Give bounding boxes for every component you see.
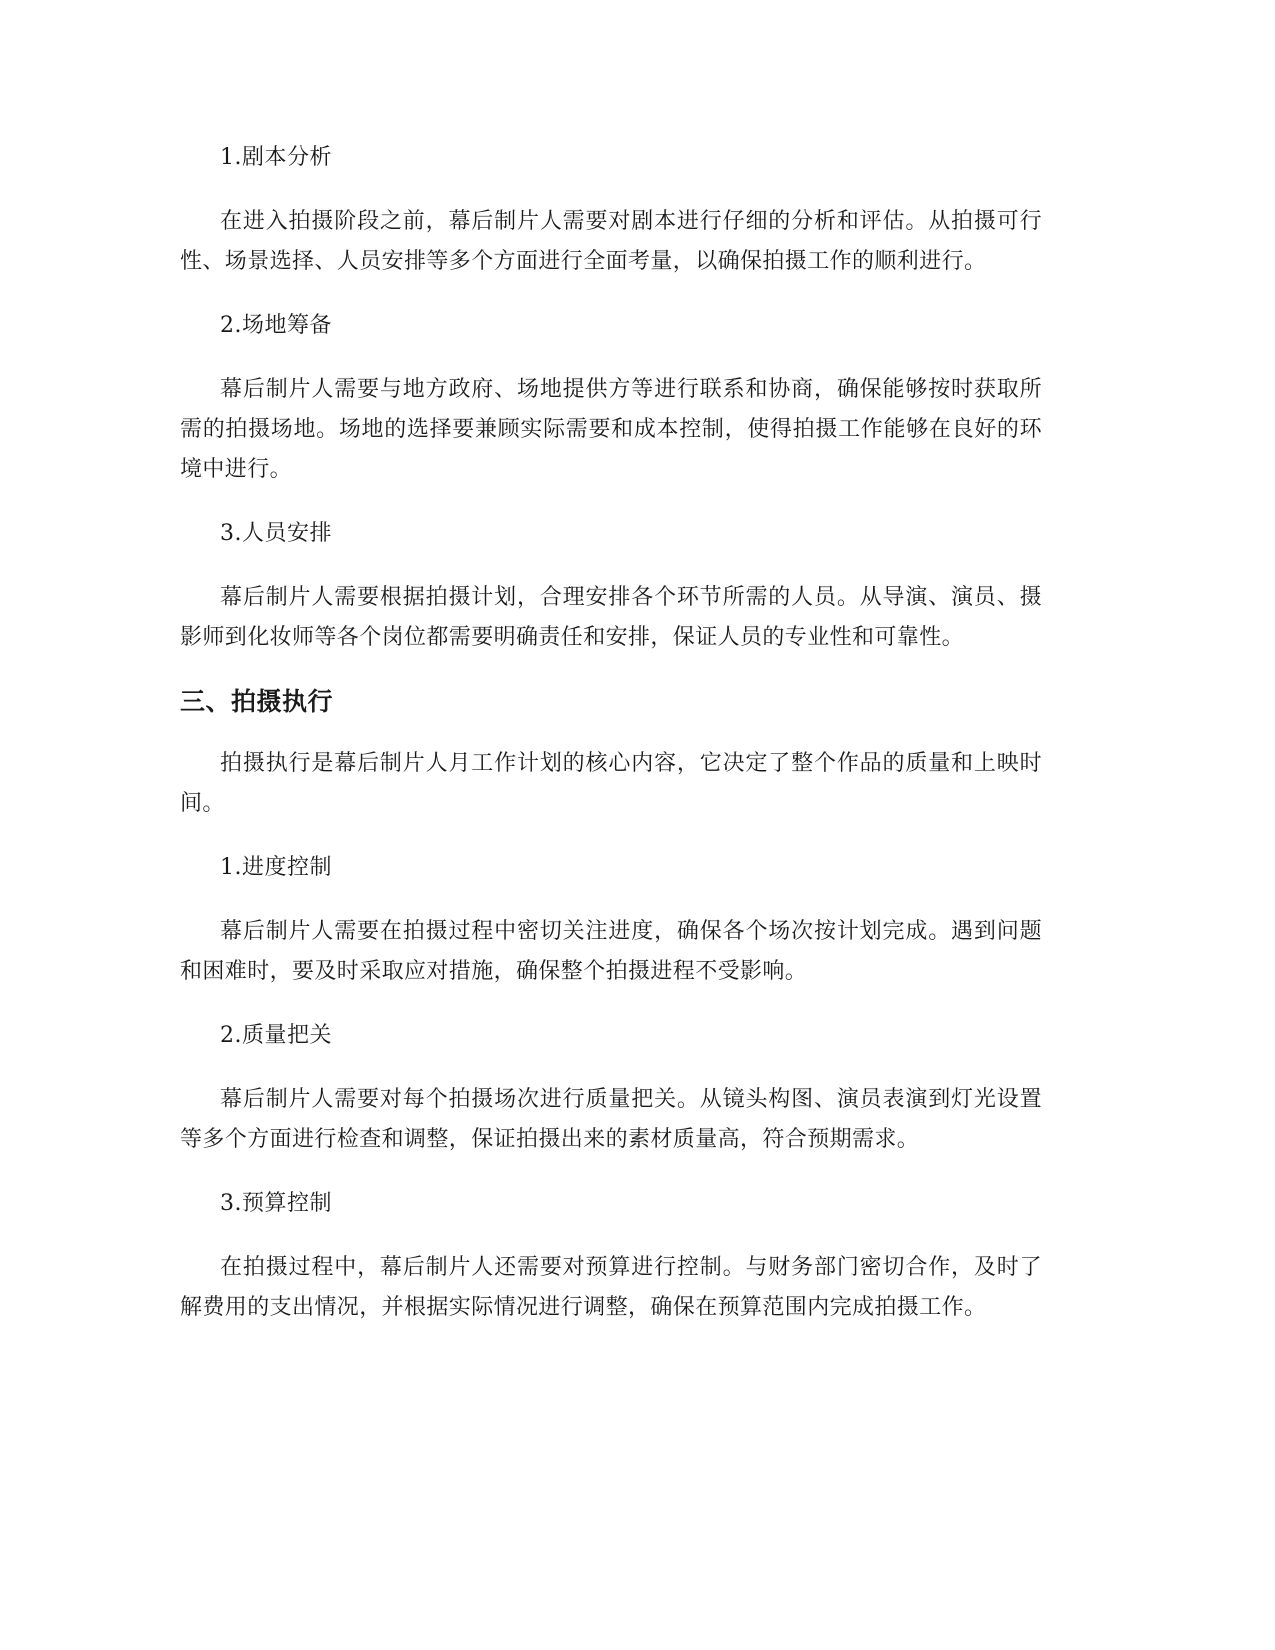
paragraph-budget-control: 在拍摄过程中，幕后制片人还需要对预算进行控制。与财务部门密切合作，及时了解费用的支出情况，并根据实际情况进行调整，确保在预算范围内完成拍摄工作。 (180, 1255, 1042, 1320)
paragraph-progress-control: 幕后制片人需要在拍摄过程中密切关注进度，确保各个场次按计划完成。遇到问题和困难时，要及时采取应对措施，确保整个拍摄进程不受影响。 (180, 919, 1042, 984)
section-heading-shooting-execution: 三、拍摄执行 (180, 687, 334, 716)
subheading-venue-preparation: 2.场地筹备 (220, 313, 332, 338)
subheading-quality-control: 2.质量把关 (220, 1023, 332, 1048)
paragraph-quality-control: 幕后制片人需要对每个拍摄场次进行质量把关。从镜头构图、演员表演到灯光设置等多个方面进行检查和调整，保证拍摄出来的素材质量高，符合预期需求。 (180, 1087, 1042, 1152)
paragraph-venue-preparation: 幕后制片人需要与地方政府、场地提供方等进行联系和协商，确保能够按时获取所需的拍摄场地。场地的选择要兼顾实际需要和成本控制，使得拍摄工作能够在良好的环境中进行。 (180, 377, 1042, 482)
paragraph-shooting-execution-intro: 拍摄执行是幕后制片人月工作计划的核心内容，它决定了整个作品的质量和上映时间。 (180, 751, 1042, 816)
paragraph-script-analysis: 在进入拍摄阶段之前，幕后制片人需要对剧本进行仔细的分析和评估。从拍摄可行性、场景选择、人员安排等多个方面进行全面考量，以确保拍摄工作的顺利进行。 (180, 209, 1042, 274)
subheading-budget-control: 3.预算控制 (220, 1191, 332, 1216)
document-page (180, 138, 1042, 1352)
paragraph-staffing: 幕后制片人需要根据拍摄计划，合理安排各个环节所需的人员。从导演、演员、摄影师到化妆师等各个岗位都需要明确责任和安排，保证人员的专业性和可靠性。 (180, 585, 1042, 650)
subheading-staffing: 3.人员安排 (220, 521, 332, 546)
subheading-script-analysis: 1.剧本分析 (220, 145, 332, 170)
subheading-progress-control: 1.进度控制 (220, 855, 332, 880)
